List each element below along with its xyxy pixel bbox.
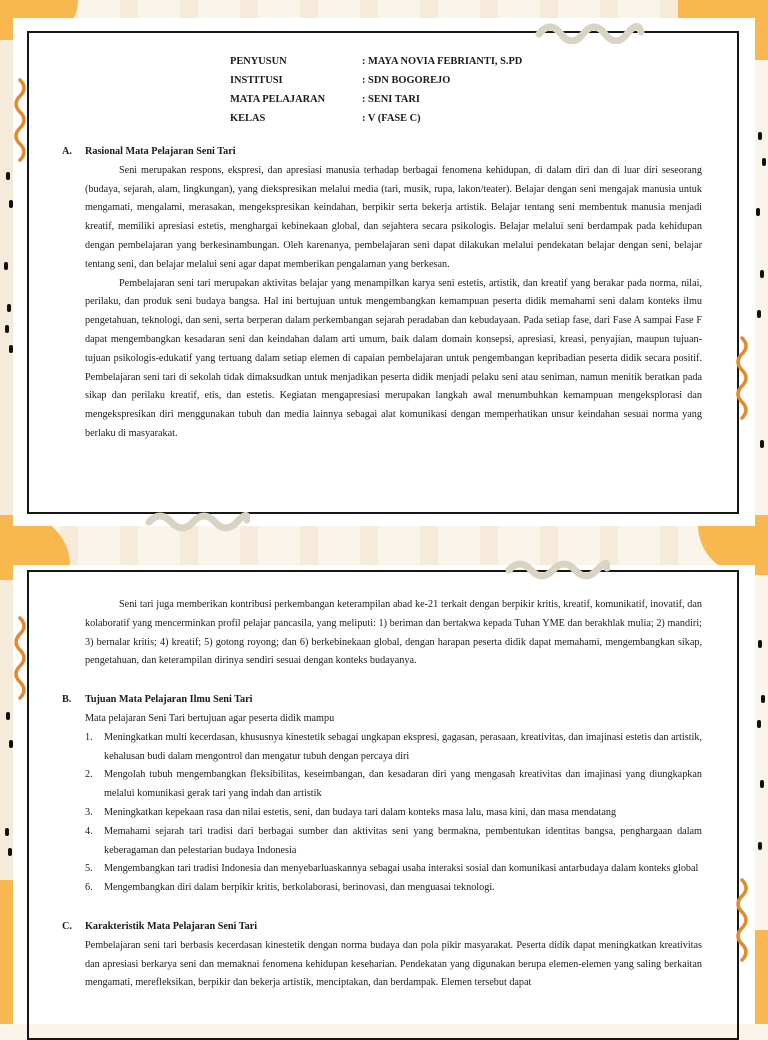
decor-dot <box>9 740 13 748</box>
list-item <box>85 804 702 823</box>
list-item <box>85 860 702 879</box>
section-number: B. <box>62 694 72 706</box>
decor-dot <box>5 828 9 836</box>
zigzag-squiggle-icon <box>732 878 752 962</box>
section-a-heading <box>62 143 702 162</box>
decor-dot <box>757 720 761 728</box>
section-b-body <box>85 710 702 898</box>
list-number: 5. <box>85 863 93 875</box>
wave-squiggle-icon <box>145 510 250 534</box>
decor-dot <box>760 780 764 788</box>
decor-dot <box>6 712 10 720</box>
document-header <box>230 52 702 128</box>
section-title: Rasional Mata Pelajaran Seni Tari <box>85 146 236 157</box>
decor-dot <box>762 158 766 166</box>
header-value: : SDN BOGOREJO <box>362 75 451 86</box>
section-a-continuation <box>85 596 702 671</box>
paragraph: Pembelajaran seni tari berbasis kecerdasan kinestetik dengan norma budaya dan pola pikir masyarakat. Peserta didik dapat meningkatkan kreativitas dan apresiasi berkarya seni dan memaknai fenomena kehidupan keseharian. Pendekatan yang digunakan berupa elemen-elemen yang saling berkaitan mengamati, merefleksikan, berpikir dan bekerja artistik, menciptakan, dan berdampak. Elemen tersebut dapat <box>85 939 702 989</box>
decor-dot <box>7 304 11 312</box>
decor-dot <box>9 345 13 353</box>
list-number: 2. <box>85 769 93 781</box>
header-label: MATA PELAJARAN <box>230 94 326 105</box>
list-number: 3. <box>85 806 93 818</box>
list-item <box>85 729 702 767</box>
decor-dot <box>6 172 10 180</box>
decor-dot <box>760 440 764 448</box>
zigzag-squiggle-icon <box>10 78 30 162</box>
section-c-heading <box>62 918 702 937</box>
decor-dot <box>5 325 9 333</box>
list-text: Meningkatkan multi kecerdasan, khususnya kinestetik sebagai ungkapan ekspresi, gagasan, perasaan, kreativitas, dan imajinasi estetis dan artistik, kehalusan budi dalam mengontrol dan mengatur tubuh dengan percaya diri <box>104 731 702 762</box>
decor-dot <box>757 310 761 318</box>
wave-squiggle-icon <box>535 20 645 44</box>
list-number: 4. <box>85 825 93 837</box>
section-title: Tujuan Mata Pelajaran Ilmu Seni Tari <box>85 694 253 706</box>
decor-dot <box>758 842 762 850</box>
decor-dot <box>758 132 762 140</box>
header-value: : V (FASE C) <box>362 113 421 124</box>
section-c-body <box>85 937 702 993</box>
decor-orange-bottom-left <box>0 880 14 1024</box>
decor-dot <box>8 848 12 856</box>
decor-dot <box>758 640 762 648</box>
list-text: Mengembangkan diri dalam berpikir kritis, berkolaborasi, berinovasi, dan menguasai teknologi. <box>104 882 495 894</box>
list-number: 6. <box>85 882 93 894</box>
list-item <box>85 766 702 804</box>
decor-dot <box>4 262 8 270</box>
page-1-content <box>62 52 702 444</box>
section-number: C. <box>62 920 72 932</box>
decor-dot <box>756 208 760 216</box>
header-label: INSTITUSI <box>230 75 283 86</box>
decor-dot <box>761 695 765 703</box>
list-item <box>85 823 702 861</box>
goals-list <box>85 729 702 898</box>
header-label: PENYUSUN <box>230 56 287 67</box>
list-number: 1. <box>85 731 93 743</box>
section-number: A. <box>62 146 72 157</box>
list-text: Mengolah tubuh mengembangkan fleksibilitas, keseimbangan, dan kesadaran diri yang mengasah kreativitas dan imajinasi yang diungkapkan melalui komunikasi gerak tari yang indah dan artistik <box>104 769 702 800</box>
header-value: : MAYA NOVIA FEBRIANTI, S.PD <box>362 56 523 67</box>
section-b-heading <box>62 691 702 710</box>
decor-dot <box>760 270 764 278</box>
wave-squiggle-icon <box>505 558 610 582</box>
zigzag-squiggle-icon <box>10 616 30 700</box>
decor-dot <box>9 200 13 208</box>
list-item <box>85 879 702 898</box>
page-2-content <box>62 596 702 993</box>
header-value: : SENI TARI <box>362 94 420 105</box>
list-text: Mengembangkan tari tradisi Indonesia dan menyebarluaskannya sebagai usaha interaksi sosial dan komunikasi antarbudaya dalam konteks global <box>104 863 699 875</box>
paragraph: Seni tari juga memberikan kontribusi perkembangan keterampilan abad ke-21 terkait dengan berpikir kritis, kreatif, komunikatif, inovatif, dan kolaboratif yang mencerminkan profil pelajar pancasila, yang meliputi: 1) beriman dan bertakwa kepada Tuhan YME dan berakhlak mulia; 2) mandiri; 3) bernalar kritis; 4) kreatif; 5) gotong royong; dan 6) berkebinekaan global, dengan harapan peserta didik dapat memahami, mengembangkan sikap, pengetahuan, dan keterampilan dirinya sendiri sesuai dengan konteks budayanya. <box>85 599 702 667</box>
zigzag-squiggle-icon <box>732 336 752 420</box>
section-a-body <box>85 162 702 444</box>
paragraph: Seni merupakan respons, ekspresi, dan apresiasi manusia terhadap berbagai fenomena kehidupan, di dalam diri dan di luar diri seseorang (budaya, sejarah, alam, lingkungan), yang diekspresikan melalui media (tari, musik, rupa, lakon/teater). Belajar dengan seni mengajak manusia untuk mengamati, mengalami, merasakan, mengekspresikan keindahan, berpikir serta bekerja artistik. Belajar tentang seni membentuk manusia menjadi kreatif, memiliki apresiasi estetis, menghargai kebinekaan global, dan sejahtera secara psikologis. Belajar melalui seni berdampak pada kehidupan dengan pembelajaran yang berkesinambungan. Oleh karenanya, pembelajaran seni dapat dilakukan melalui pendekatan belajar dengan seni, belajar tentang seni, dan belajar melalui seni agar dapat memberikan pengalaman yang berkesan. <box>85 164 702 270</box>
list-text: Meningkatkan kepekaan rasa dan nilai estetis, seni, dan budaya tari dalam konteks masa lalu, masa kini, dan masa mendatang <box>104 806 617 818</box>
list-text: Memahami sejarah tari tradisi dari berbagai sumber dan aktivitas seni yang bermakna, pembentukan identitas bangsa, penghargaan dalam keberagaman dan pelestarian budaya Indonesia <box>104 825 702 856</box>
section-intro: Mata pelajaran Seni Tari bertujuan agar peserta didik mampu <box>85 712 335 724</box>
section-title: Karakteristik Mata Pelajaran Seni Tari <box>85 920 258 932</box>
header-label: KELAS <box>230 113 266 124</box>
paragraph: Pembelajaran seni tari merupakan aktivitas belajar yang menampilkan karya seni estetis, artistik, dan kreatif yang berakar pada norma, nilai, perilaku, dan produk seni budaya bangsa. Hal ini bertujuan untuk mengembangkan kemampuan peserta didik memahami seni dalam konteks ilmu pengetahuan, teknologi, dan seni, serta berperan dalam perkembangan sejarah peradaban dan kebudayaan. Pada setiap fase, dari Fase A sampai Fase F dapat mengembangkan kesadaran seni dan keindahan dalam arti umum, baik dalam domain konsepsi, apresiasi, kreasi, penyajian, maupun tujuan-tujuan psikologis-edukatif yang tertuang dalam setiap elemen di capaian pembelajaran untuk pengembangan kepribadian peserta didik secara positif. Pembelajaran seni tari di sekolah tidak dimaksudkan untuk menjadikan peserta didik menjadi pelaku seni atau seniman, namun menitik beratkan pada sikap dan perilaku kreatif, etis, dan estetis. Kegiatan mengapresiasi merupakan langkah awal menumbuhkan kemampuan mengeksplorasi dan mengekspresikan diri menggunakan tubuh dan media lainnya sebagai alat komunikasi dengan memperhatikan unsur keindahan sesuai norma yang berlaku di masyarakat. <box>85 277 702 439</box>
